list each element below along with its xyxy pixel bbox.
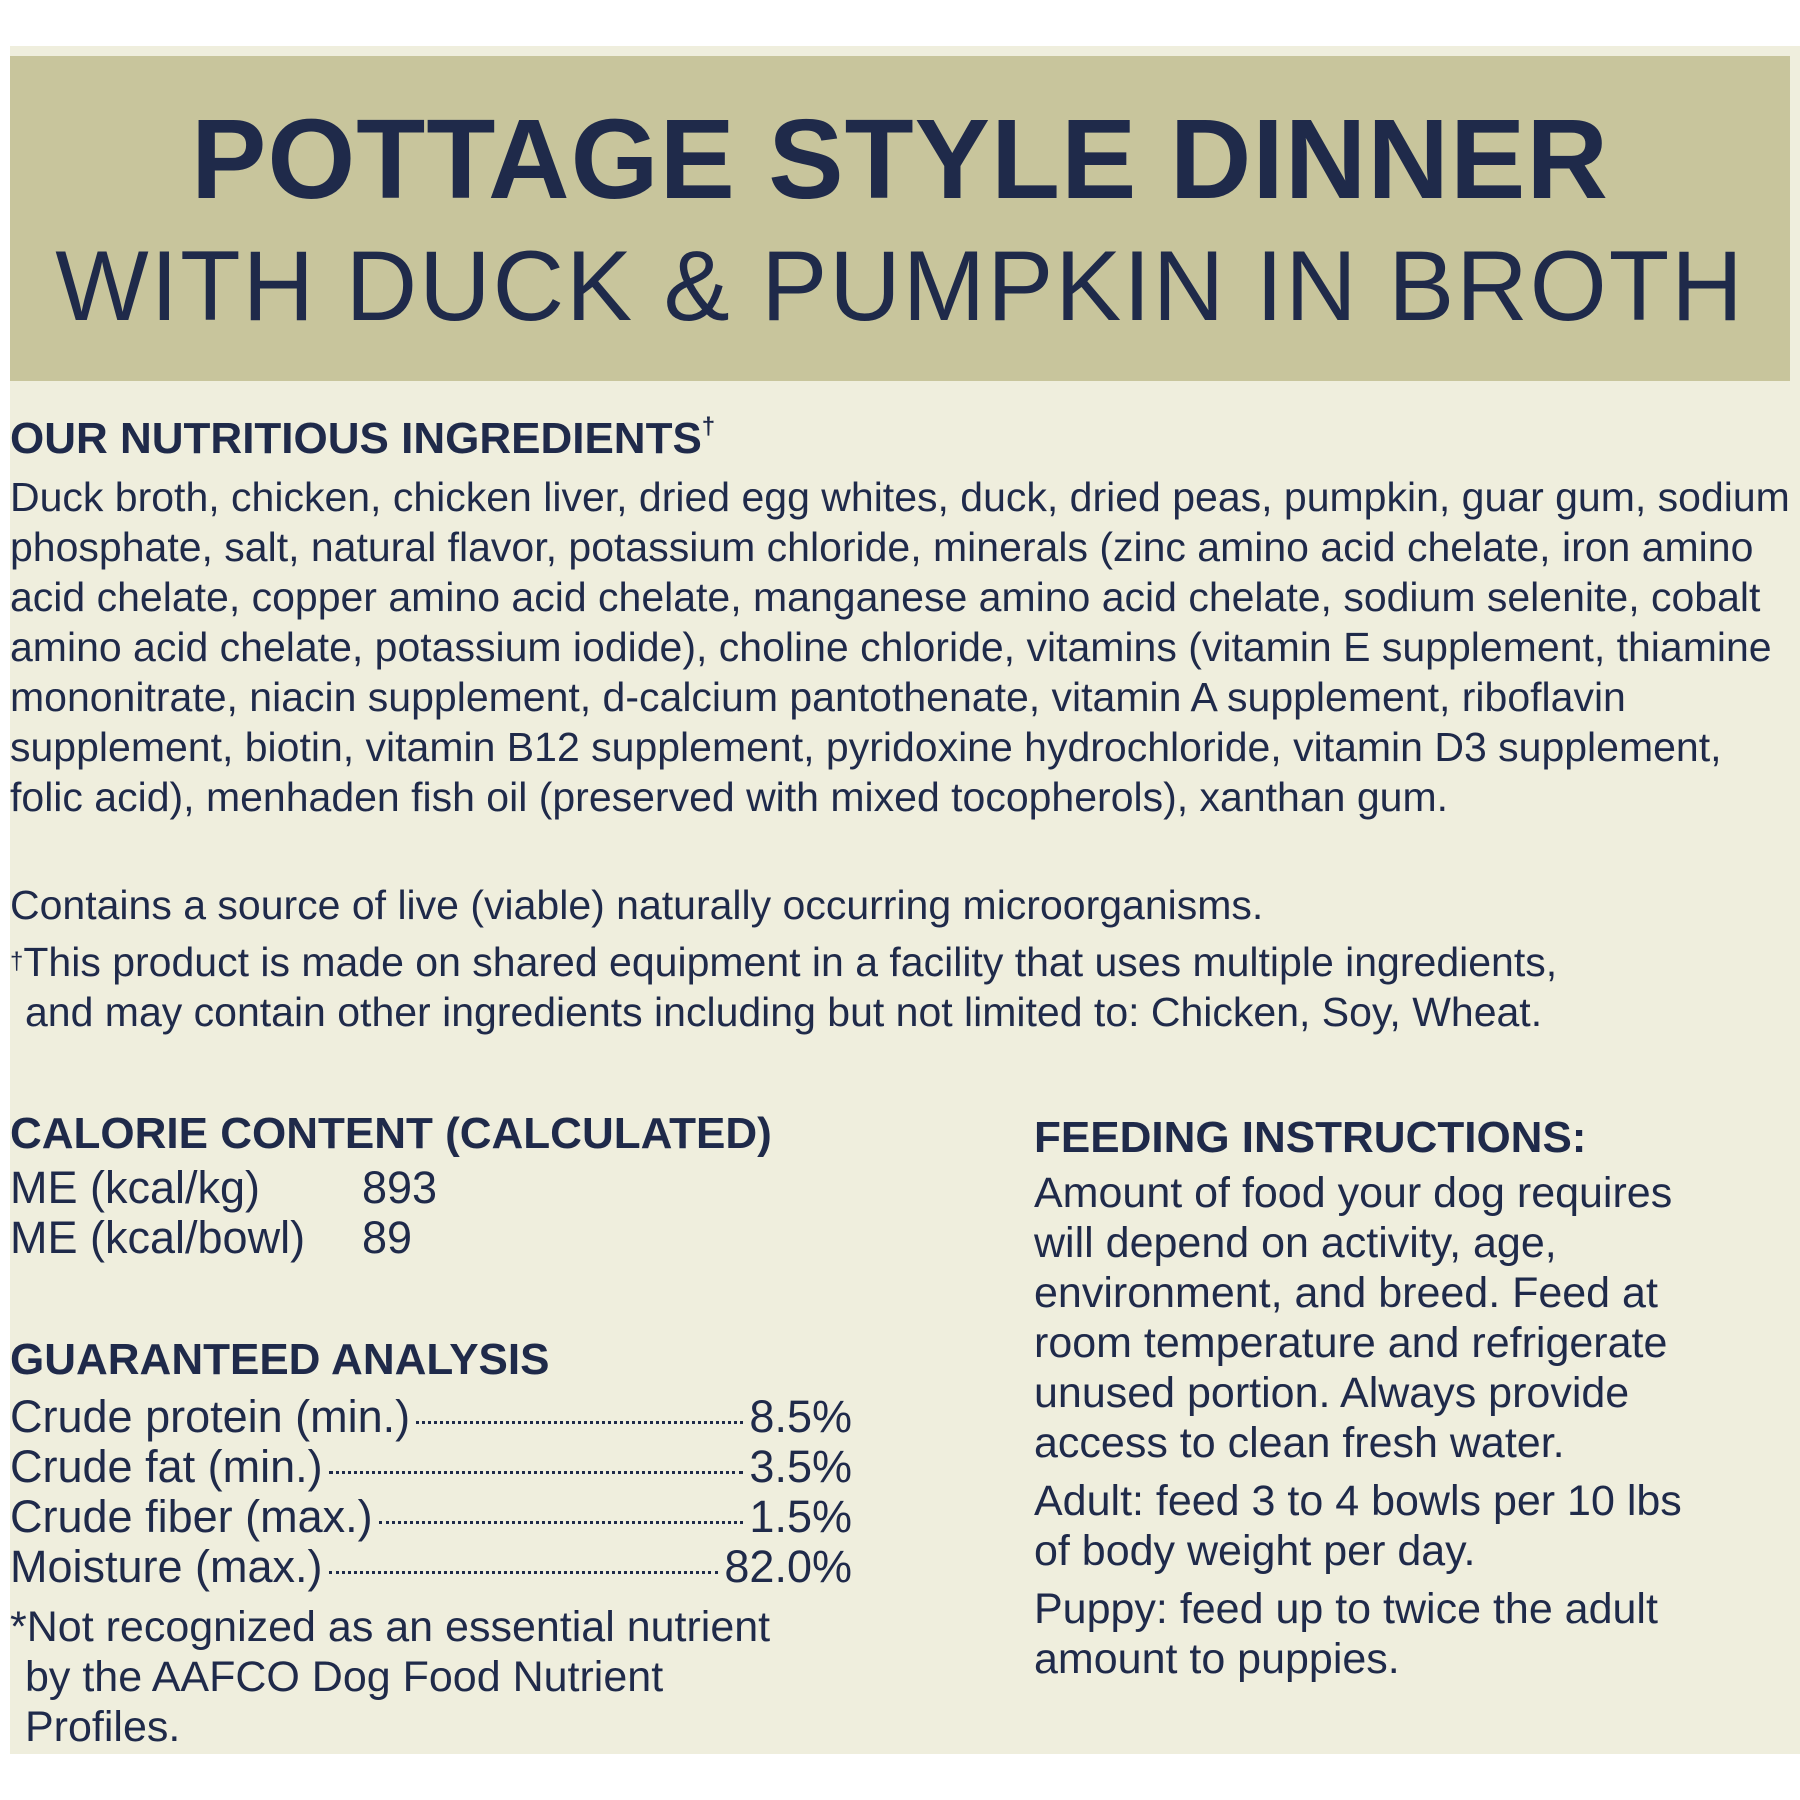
calorie-label: ME (kcal/kg) bbox=[10, 1162, 261, 1213]
analysis-value: 1.5% bbox=[749, 1491, 852, 1542]
live-cultures-statement: Contains a source of live (viable) naturally occurring microorganisms. bbox=[10, 882, 1264, 928]
analysis-row bbox=[10, 1442, 852, 1492]
feeding-paragraph-general: Amount of food your dog requires will depend on activity, age, environment, and breed. Feed at room temperature and refrigerate unused portion. Always provide access to clean fresh water. bbox=[1034, 1169, 1673, 1467]
dot-leader bbox=[416, 1421, 743, 1424]
ingredients-heading-text: OUR NUTRITIOUS INGREDIENTS bbox=[10, 414, 702, 463]
analysis-heading: GUARANTEED ANALYSIS bbox=[10, 1335, 550, 1384]
analysis-label: Crude fiber (max.) bbox=[10, 1491, 373, 1542]
disclaimer-line-2: and may contain other ingredients including but not limited to: Chicken, Soy, Wheat. bbox=[25, 989, 1543, 1035]
footnote-line-1: *Not recognized as an essential nutrient bbox=[10, 1603, 771, 1651]
dot-leader bbox=[329, 1471, 744, 1474]
calorie-label: ME (kcal/bowl) bbox=[10, 1212, 306, 1263]
allergen-disclaimer bbox=[10, 937, 1800, 1037]
analysis-row bbox=[10, 1392, 852, 1442]
calorie-heading: CALORIE CONTENT (CALCULATED) bbox=[10, 1109, 772, 1158]
dagger-mark: † bbox=[10, 948, 24, 975]
dagger-mark: † bbox=[701, 413, 716, 440]
analysis-row bbox=[10, 1492, 852, 1542]
ingredients-list: Duck broth, chicken, chicken liver, dried egg whites, duck, dried peas, pumpkin, guar gum, sodium phosphate, salt, natural flavor, potassium chloride, minerals (zinc amino acid chelate, iron amino acid chelate, copper amino acid chelate, manganese amino acid chelate, sodium selenite, cobalt amino acid chelate, potassium iodide), choline chloride, vitamins (vitamin E supplement, thiamine mononitrate, niacin supplement, d-calcium pantothenate, vitamin A supplement, riboflavin supplement, biotin, vitamin B12 supplement, pyridoxine hydrochloride, vitamin D3 supplement, folic acid), menhaden fish oil (preserved with mixed tocopherols), xanthan gum. bbox=[10, 474, 1790, 820]
product-title: POTTAGE STYLE DINNER bbox=[191, 96, 1609, 222]
feeding-heading: FEEDING INSTRUCTIONS: bbox=[1034, 1113, 1587, 1162]
calorie-value: 893 bbox=[362, 1162, 438, 1213]
disclaimer-line-1-text: This product is made on shared equipment in a facility that uses multiple ingredients, bbox=[23, 939, 1558, 985]
analysis-label: Crude fat (min.) bbox=[10, 1441, 323, 1492]
calorie-table bbox=[10, 1163, 437, 1263]
calorie-row bbox=[10, 1163, 437, 1213]
analysis-value: 3.5% bbox=[749, 1441, 852, 1492]
feeding-paragraph-puppy: Puppy: feed up to twice the adult amount to puppies. bbox=[1034, 1585, 1658, 1683]
analysis-value: 8.5% bbox=[749, 1391, 852, 1442]
ingredients-heading bbox=[10, 413, 716, 463]
analysis-table bbox=[10, 1392, 852, 1592]
footnote-line-2: by the AAFCO Dog Food Nutrient bbox=[25, 1653, 664, 1701]
product-subtitle: WITH DUCK & PUMPKIN IN BROTH bbox=[55, 230, 1745, 341]
dot-leader bbox=[329, 1571, 719, 1574]
disclaimer-line-1 bbox=[10, 939, 1557, 985]
footnote-line-3: Profiles. bbox=[25, 1703, 181, 1751]
analysis-value: 82.0% bbox=[724, 1541, 852, 1592]
analysis-label: Moisture (max.) bbox=[10, 1541, 323, 1592]
feeding-instructions bbox=[1034, 1168, 1794, 1692]
analysis-label: Crude protein (min.) bbox=[10, 1391, 411, 1442]
analysis-row bbox=[10, 1542, 852, 1592]
calorie-value: 89 bbox=[362, 1212, 413, 1263]
dot-leader bbox=[379, 1521, 744, 1524]
feeding-paragraph-adult: Adult: feed 3 to 4 bowls per 10 lbs of body weight per day. bbox=[1034, 1477, 1682, 1575]
calorie-row bbox=[10, 1213, 437, 1263]
aafco-footnote bbox=[10, 1602, 770, 1752]
